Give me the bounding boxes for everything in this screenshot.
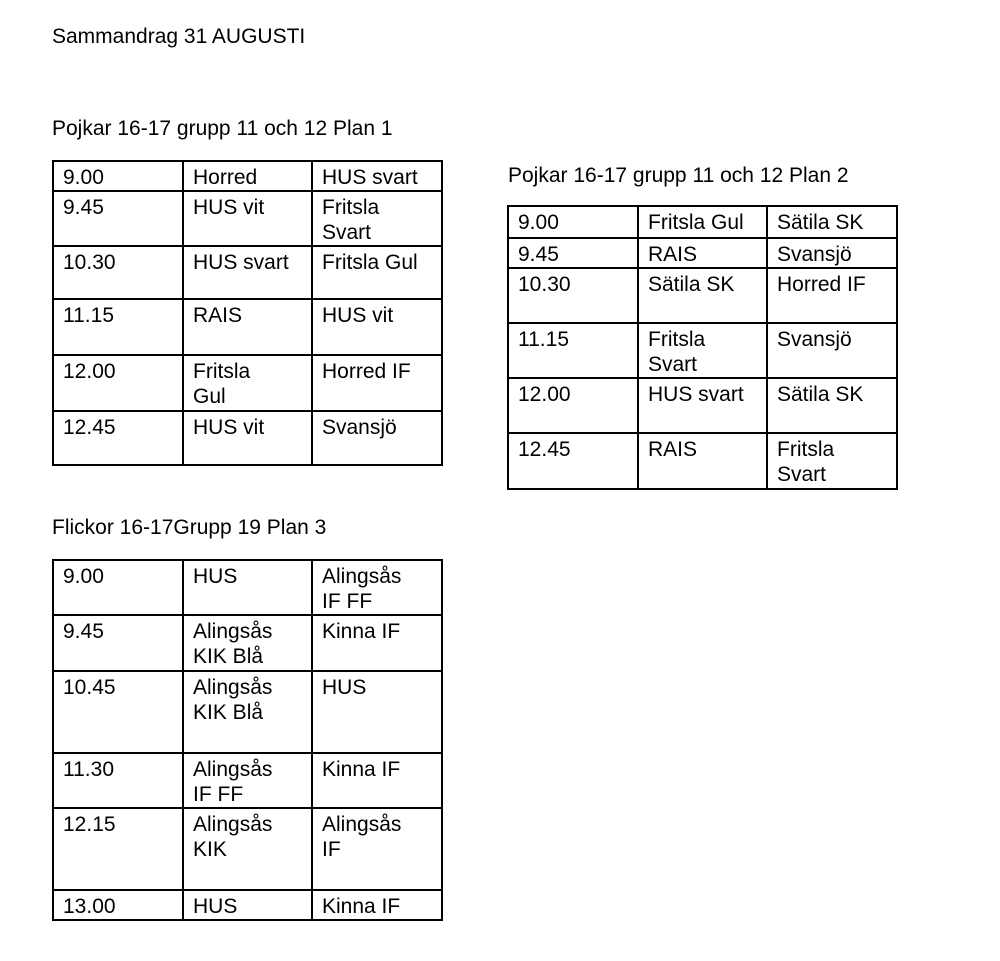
- match-row: [53, 246, 442, 299]
- home-team-cell: HUS vit: [183, 191, 312, 246]
- time-cell: 12.45: [508, 433, 638, 489]
- match-row: [53, 161, 442, 191]
- match-row: [508, 323, 897, 378]
- away-team-cell: Sätila SK: [767, 378, 897, 433]
- section-heading-plan-1: Pojkar 16-17 grupp 11 och 12 Plan 1: [52, 117, 393, 140]
- section-heading-plan-2: Pojkar 16-17 grupp 11 och 12 Plan 2: [508, 164, 849, 187]
- time-cell: 11.15: [53, 299, 183, 355]
- away-team-cell: Svansjö: [767, 323, 897, 378]
- match-row: [508, 238, 897, 268]
- home-team-cell: HUS vit: [183, 411, 312, 465]
- schedule-table-plan-3: [52, 559, 443, 921]
- away-team-cell: Fritsla Svart: [312, 191, 442, 246]
- match-row: [53, 191, 442, 246]
- home-team-cell: Fritsla Gul: [183, 355, 312, 411]
- match-row: [53, 753, 442, 808]
- away-team-cell: Svansjö: [767, 238, 897, 268]
- time-cell: 12.45: [53, 411, 183, 465]
- home-team-cell: RAIS: [638, 238, 767, 268]
- away-team-cell: Alingsås IF: [312, 808, 442, 890]
- home-team-cell: HUS svart: [638, 378, 767, 433]
- time-cell: 12.00: [508, 378, 638, 433]
- time-cell: 9.45: [53, 615, 183, 671]
- home-team-cell: Alingsås KIK Blå: [183, 671, 312, 753]
- home-team-cell: HUS: [183, 890, 312, 920]
- schedule-table-plan-1: [52, 160, 443, 466]
- home-team-cell: HUS: [183, 560, 312, 615]
- time-cell: 11.15: [508, 323, 638, 378]
- match-row: [53, 299, 442, 355]
- away-team-cell: HUS svart: [312, 161, 442, 191]
- time-cell: 12.15: [53, 808, 183, 890]
- away-team-cell: Kinna IF: [312, 615, 442, 671]
- time-cell: 9.00: [53, 560, 183, 615]
- time-cell: 10.30: [53, 246, 183, 299]
- away-team-cell: Horred IF: [312, 355, 442, 411]
- time-cell: 9.45: [508, 238, 638, 268]
- schedule-table-plan-2: [507, 205, 898, 490]
- time-cell: 11.30: [53, 753, 183, 808]
- match-row: [53, 560, 442, 615]
- away-team-cell: Sätila SK: [767, 206, 897, 238]
- away-team-cell: Kinna IF: [312, 890, 442, 920]
- home-team-cell: HUS svart: [183, 246, 312, 299]
- match-row: [53, 615, 442, 671]
- home-team-cell: RAIS: [183, 299, 312, 355]
- time-cell: 13.00: [53, 890, 183, 920]
- home-team-cell: Alingsås KIK Blå: [183, 615, 312, 671]
- away-team-cell: Horred IF: [767, 268, 897, 323]
- match-row: [508, 206, 897, 238]
- match-row: [508, 433, 897, 489]
- away-team-cell: Svansjö: [312, 411, 442, 465]
- time-cell: 9.45: [53, 191, 183, 246]
- home-team-cell: Fritsla Svart: [638, 323, 767, 378]
- home-team-cell: Alingsås IF FF: [183, 753, 312, 808]
- home-team-cell: Alingsås KIK: [183, 808, 312, 890]
- time-cell: 10.30: [508, 268, 638, 323]
- document-title: Sammandrag 31 AUGUSTI: [52, 25, 306, 48]
- match-row: [53, 411, 442, 465]
- away-team-cell: HUS vit: [312, 299, 442, 355]
- match-row: [508, 378, 897, 433]
- away-team-cell: HUS: [312, 671, 442, 753]
- home-team-cell: RAIS: [638, 433, 767, 489]
- home-team-cell: Horred: [183, 161, 312, 191]
- away-team-cell: Alingsås IF FF: [312, 560, 442, 615]
- match-row: [53, 808, 442, 890]
- away-team-cell: Fritsla Svart: [767, 433, 897, 489]
- time-cell: 9.00: [508, 206, 638, 238]
- away-team-cell: Fritsla Gul: [312, 246, 442, 299]
- section-heading-plan-3: Flickor 16-17Grupp 19 Plan 3: [52, 516, 327, 539]
- time-cell: 12.00: [53, 355, 183, 411]
- home-team-cell: Sätila SK: [638, 268, 767, 323]
- match-row: [53, 671, 442, 753]
- match-row: [53, 355, 442, 411]
- match-row: [53, 890, 442, 920]
- home-team-cell: Fritsla Gul: [638, 206, 767, 238]
- away-team-cell: Kinna IF: [312, 753, 442, 808]
- time-cell: 9.00: [53, 161, 183, 191]
- match-row: [508, 268, 897, 323]
- time-cell: 10.45: [53, 671, 183, 753]
